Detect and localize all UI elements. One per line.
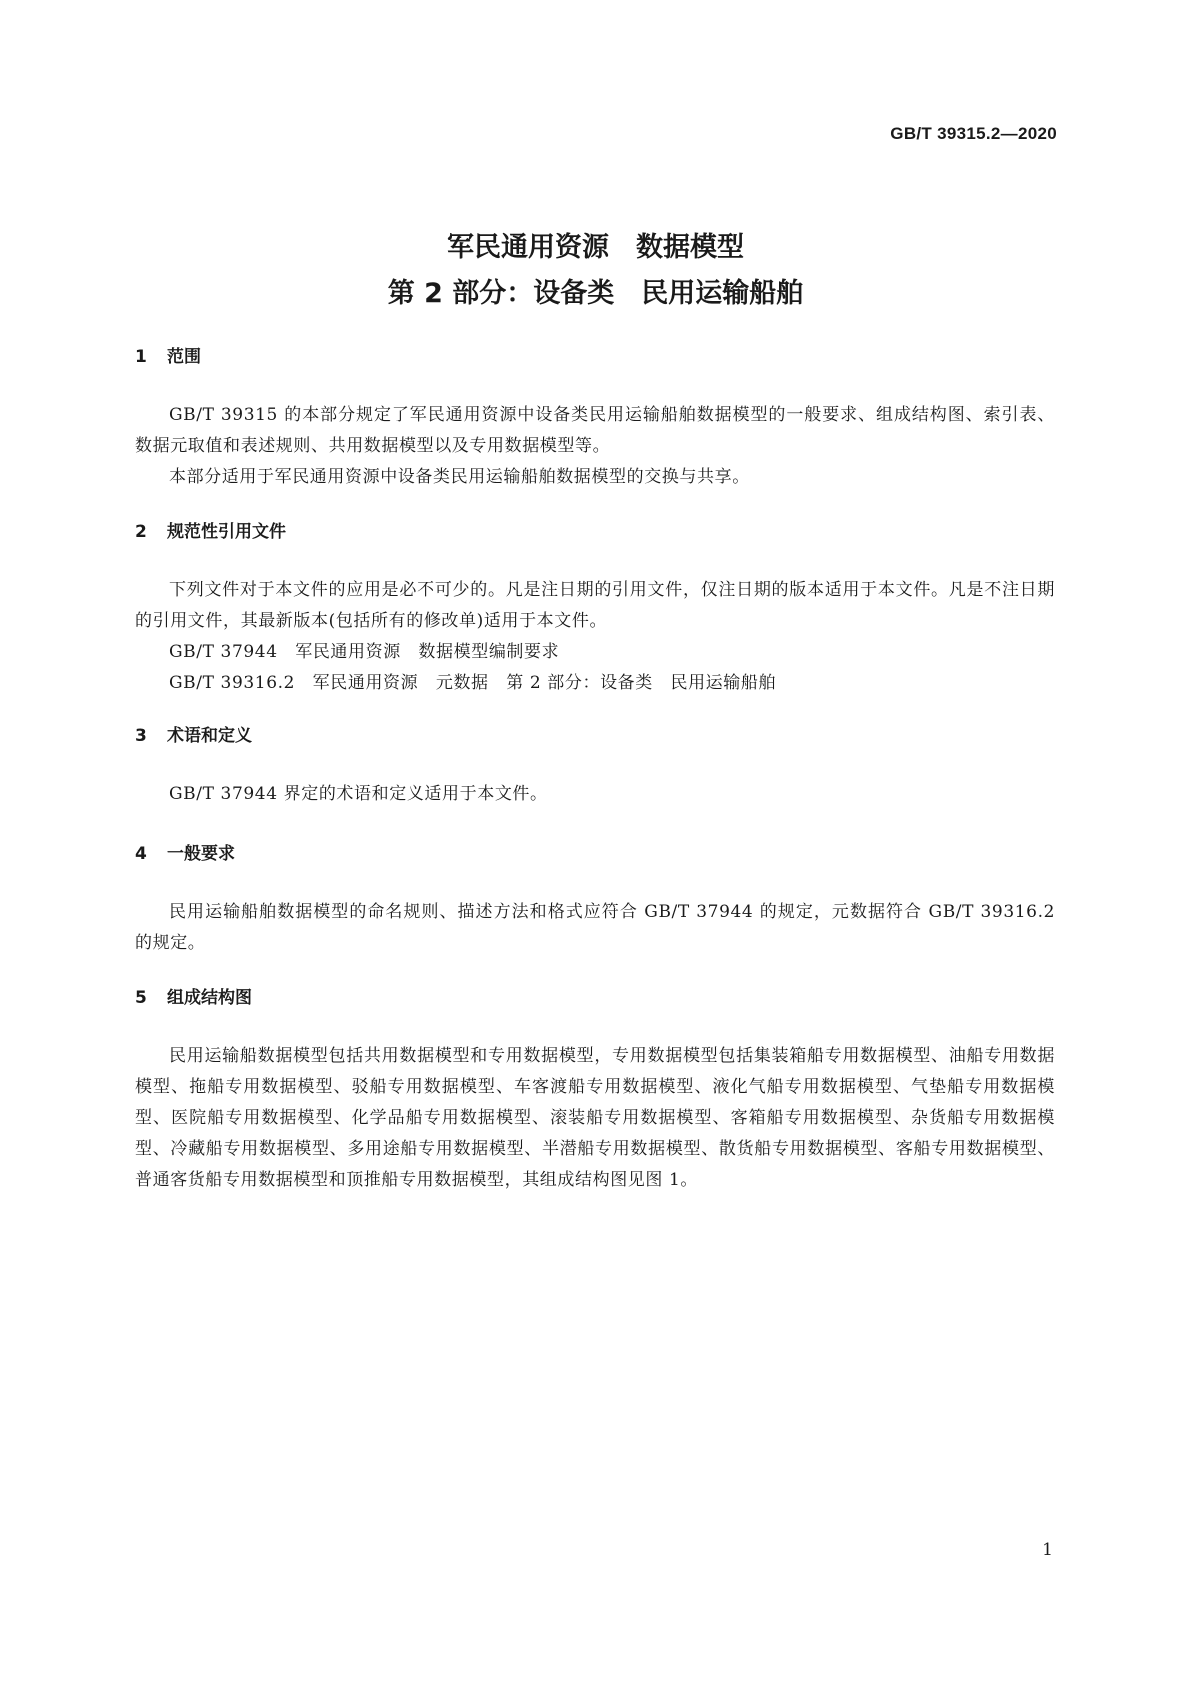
section-title: 术语和定义	[167, 726, 252, 746]
section-number: 3	[135, 726, 147, 746]
paragraph: 下列文件对于本文件的应用是必不可少的。凡是注日期的引用文件，仅注日期的版本适用于本文件。凡是不注日期的引用文件，其最新版本(包括所有的修改单)适用于本文件。	[135, 580, 1055, 631]
section-title: 组成结构图	[167, 988, 252, 1008]
section-body	[135, 779, 1055, 810]
section-general-requirements	[135, 843, 1055, 959]
section-title: 范围	[167, 347, 201, 367]
paragraph: GB/T 39315 的本部分规定了军民通用资源中设备类民用运输船舶数据模型的一般要求、组成结构图、索引表、数据元取值和表述规则、共用数据模型以及专用数据模型等。	[135, 405, 1055, 456]
section-body	[135, 897, 1055, 959]
reference-item: GB/T 37944 军民通用资源 数据模型编制要求	[169, 642, 560, 662]
title-line-1: 军民通用资源 数据模型	[447, 232, 744, 263]
section-structure-diagram	[135, 987, 1055, 1196]
paragraph: 本部分适用于军民通用资源中设备类民用运输船舶数据模型的交换与共享。	[169, 467, 750, 487]
title-line-2: 第 2 部分：设备类 民用运输船舶	[387, 278, 804, 309]
section-title: 一般要求	[167, 844, 235, 864]
reference-item: GB/T 39316.2 军民通用资源 元数据 第 2 部分：设备类 民用运输船舶	[169, 673, 777, 693]
page-number: 1	[1042, 1540, 1053, 1560]
section-terms-definitions	[135, 725, 1055, 810]
section-body	[135, 1041, 1055, 1196]
section-heading	[135, 725, 1055, 747]
section-number: 1	[135, 347, 147, 367]
paragraph: 民用运输船数据模型包括共用数据模型和专用数据模型，专用数据模型包括集装箱船专用数据模型、油船专用数据模型、拖船专用数据模型、驳船专用数据模型、车客渡船专用数据模型、液化气船专用数据模型、气垫船专用数据模型、医院船专用数据模型、化学品船专用数据模型、滚装船专用数据模型、客箱船专用数据模型、杂货船专用数据模型、冷藏船专用数据模型、多用途船专用数据模型、半潜船专用数据模型、散货船专用数据模型、客船专用数据模型、普通客货船专用数据模型和顶推船专用数据模型，其组成结构图见图 1。	[135, 1046, 1055, 1190]
section-number: 5	[135, 988, 147, 1008]
section-scope	[135, 346, 1055, 493]
document-title	[0, 225, 1191, 317]
section-title: 规范性引用文件	[167, 522, 286, 542]
section-body	[135, 575, 1055, 699]
section-heading	[135, 346, 1055, 368]
section-heading	[135, 987, 1055, 1009]
section-number: 2	[135, 522, 147, 542]
section-number: 4	[135, 844, 147, 864]
section-normative-references	[135, 521, 1055, 699]
paragraph: 民用运输船舶数据模型的命名规则、描述方法和格式应符合 GB/T 37944 的规定，元数据符合 GB/T 39316.2的规定。	[135, 902, 1055, 953]
section-body	[135, 400, 1055, 493]
standard-number: GB/T 39315.2—2020	[890, 124, 1057, 143]
section-heading	[135, 521, 1055, 543]
paragraph: GB/T 37944 界定的术语和定义适用于本文件。	[169, 784, 548, 804]
section-heading	[135, 843, 1055, 865]
